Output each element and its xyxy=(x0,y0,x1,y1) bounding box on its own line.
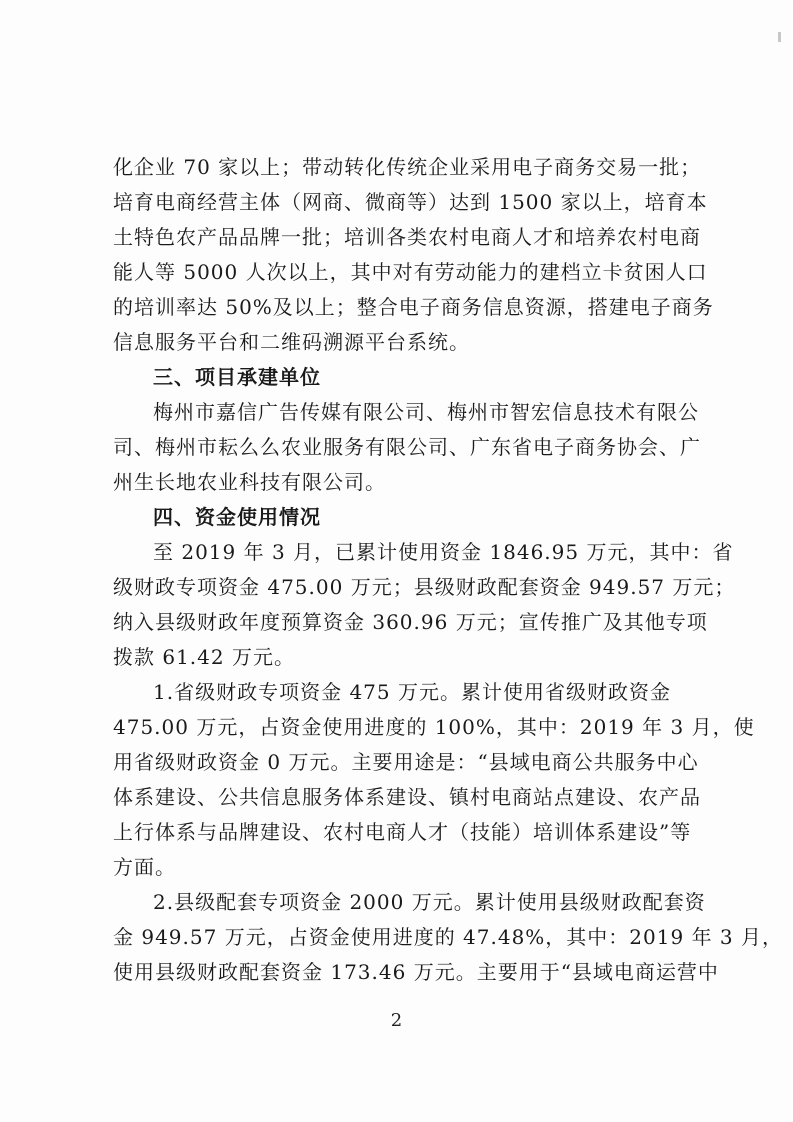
text-line: 拨款 61.42 万元。 xyxy=(113,645,295,669)
text-line: 能人等 5000 人次以上，其中对有劳动能力的建档立卡贫困人口 xyxy=(113,260,708,284)
text-line: 化企业 70 家以上；带动转化传统企业采用电子商务交易一批； xyxy=(113,155,702,179)
text-line: 2.县级配套专项资金 2000 万元。累计使用县级财政配套资 xyxy=(153,890,706,914)
text-line: 1.省级财政专项资金 475 万元。累计使用省级财政资金 xyxy=(153,680,671,704)
page-number: 2 xyxy=(390,1010,403,1031)
text-line: 475.00 万元，占资金使用进度的 100%，其中：2019 年 3 月，使 xyxy=(113,715,755,739)
text-line: 用省级财政资金 0 万元。主要用途是：“县域电商公共服务中心 xyxy=(113,750,699,774)
text-line: 至 2019 年 3 月，已累计使用资金 1846.95 万元，其中：省 xyxy=(153,540,734,564)
text-line: 使用县级财政配套资金 173.46 万元。主要用于“县域电商运营中 xyxy=(113,960,719,984)
section-heading-contractors: 三、项目承建单位 xyxy=(153,365,321,389)
paragraph-contractors xyxy=(113,395,721,500)
text-line: 梅州市嘉信广告传媒有限公司、梅州市智宏信息技术有限公 xyxy=(153,400,699,424)
text-line: 体系建设、公共信息服务体系建设、镇村电商站点建设、农产品 xyxy=(113,785,701,809)
text-line: 信息服务平台和二维码溯源平台系统。 xyxy=(113,330,470,354)
text-line: 司、梅州市耘么么农业服务有限公司、广东省电子商务协会、广 xyxy=(113,435,701,459)
section-heading-funding: 四、资金使用情况 xyxy=(153,505,321,529)
paragraph-funding-summary xyxy=(113,535,736,675)
text-line: 级财政专项资金 475.00 万元；县级财政配套资金 949.57 万元； xyxy=(113,575,736,599)
paragraph-provincial-funds xyxy=(113,675,755,885)
text-line: 方面。 xyxy=(113,855,176,879)
paragraph-targets xyxy=(113,150,721,360)
document-body xyxy=(113,150,784,990)
text-line: 纳入县级财政年度预算资金 360.96 万元；宣传推广及其他专项 xyxy=(113,610,708,634)
text-line: 土特色农产品品牌一批；培训各类农村电商人才和培养农村电商 xyxy=(113,225,701,249)
text-line: 上行体系与品牌建设、农村电商人才（技能）培训体系建设”等 xyxy=(113,820,692,844)
paragraph-county-funds xyxy=(113,885,784,990)
text-line: 的培训率达 50%及以上；整合电子商务信息资源，搭建电子商务 xyxy=(113,295,714,319)
scan-artifact xyxy=(778,32,781,42)
text-line: 州生长地农业科技有限公司。 xyxy=(113,470,386,494)
text-line: 培育电商经营主体（网商、微商等）达到 1500 家以上，培育本 xyxy=(113,190,708,214)
text-line: 金 949.57 万元，占资金使用进度的 47.48%，其中：2019 年 3 月， xyxy=(113,925,784,949)
